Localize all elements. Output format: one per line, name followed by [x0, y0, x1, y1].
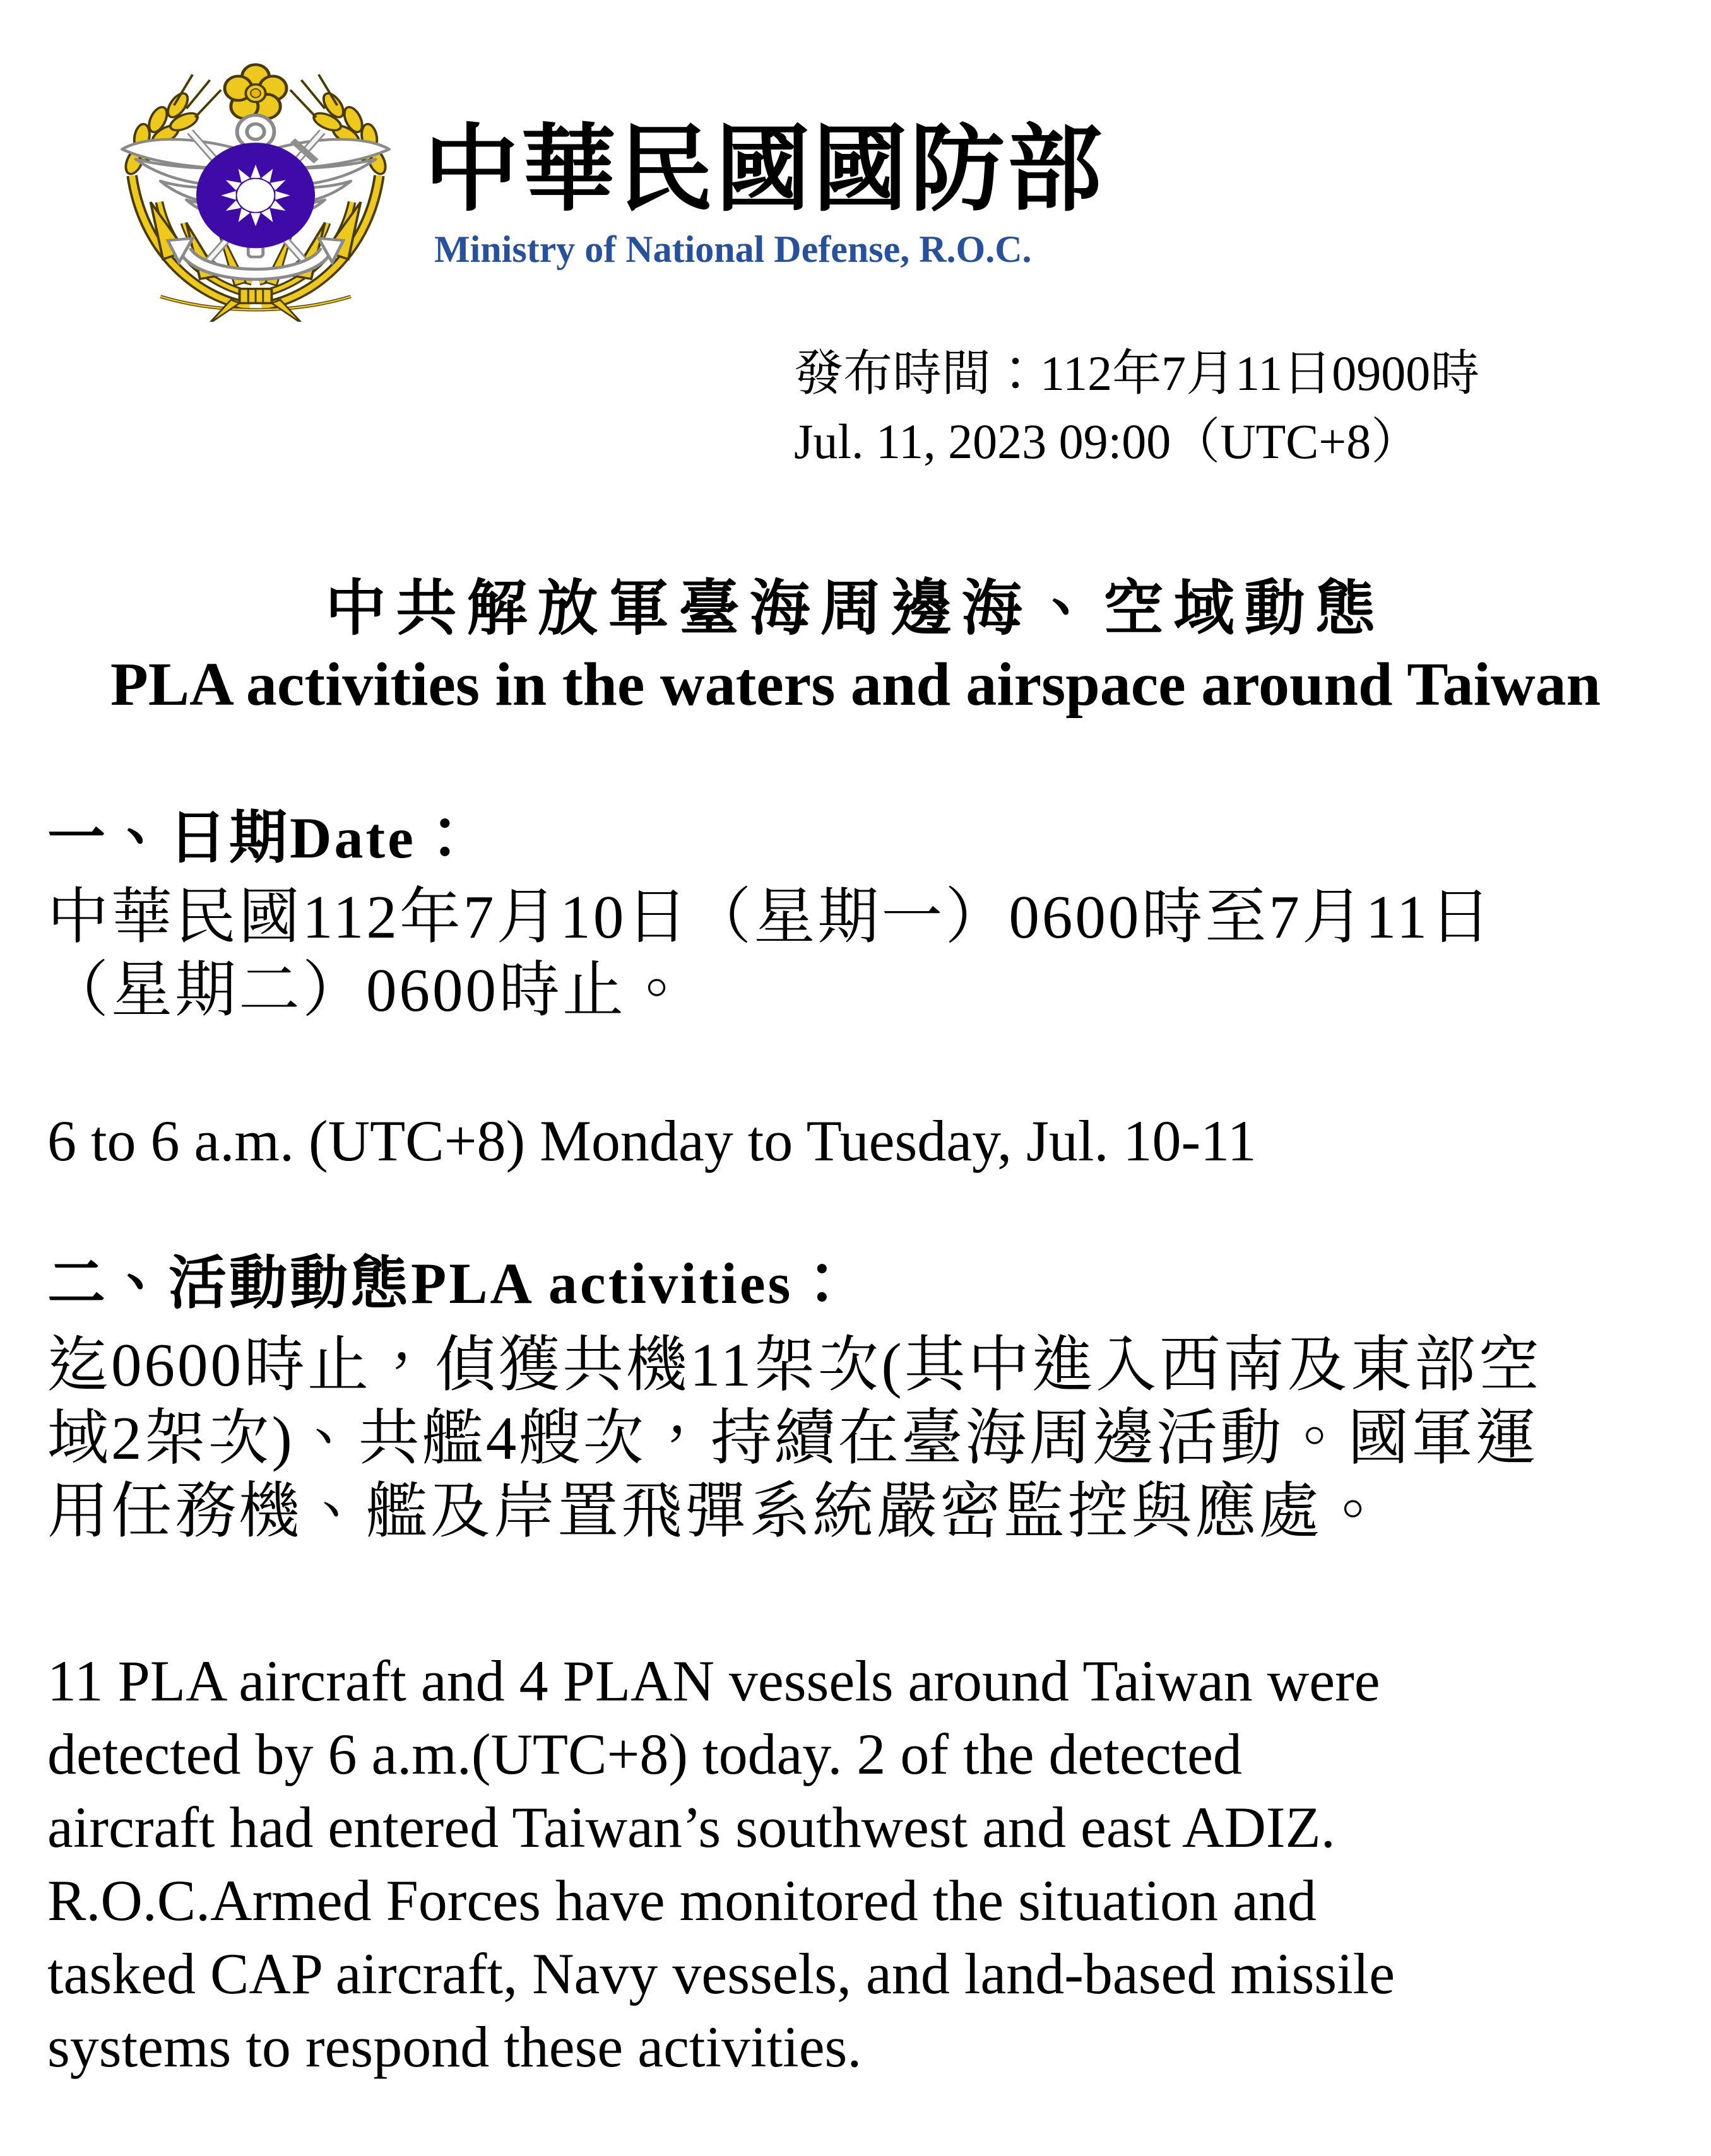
- en-paragraph-line: detected by 6 a.m.(UTC+8) today. 2 of the detected: [47, 1722, 1242, 1786]
- en-paragraph-line: 11 PLA aircraft and 4 PLAN vessels around Taiwan were: [47, 1649, 1380, 1713]
- en-paragraph-line: R.O.C.Armed Forces have monitored the situation and: [47, 1868, 1317, 1933]
- cjk-paragraph-line: （星期二）0600時止。: [47, 957, 690, 1024]
- section-1-cjk-paragraph: [47, 881, 1669, 1027]
- org-title-cjk: 中華民國國防部: [424, 118, 1105, 223]
- plum-blossom-icon: [225, 64, 287, 118]
- section-2-en-paragraph: [47, 1644, 1669, 2083]
- section-1-en-paragraph: [47, 1104, 1669, 1177]
- en-paragraph-line: tasked CAP aircraft, Navy vessels, and land-based missile: [47, 1941, 1395, 2006]
- section-2-heading: 二、活動動態PLA activities：: [47, 1251, 854, 1316]
- release-time: [794, 339, 1479, 476]
- doc-title-cjk: 中共解放軍臺海周邊海、空域動態: [325, 575, 1386, 642]
- cjk-paragraph-line: 用任務機、艦及岸置飛彈系統嚴密監控與應處。: [47, 1478, 1386, 1545]
- cjk-paragraph-line: 域2架次)、共艦4艘次，持續在臺海周邊活動。國軍運: [47, 1405, 1539, 1472]
- en-paragraph-line: systems to respond these activities.: [47, 2015, 862, 2079]
- org-subtitle-en: Ministry of National Defense, R.O.C.: [434, 228, 1032, 270]
- cjk-paragraph-line: 迄0600時止，偵獲共機11架次(其中進入西南及東部空: [47, 1331, 1542, 1399]
- en-paragraph-line: aircraft had entered Taiwan’s southwest and east ADIZ.: [47, 1795, 1335, 1859]
- en-paragraph-line: 6 to 6 a.m. (UTC+8) Monday to Tuesday, Jul. 10-11: [47, 1109, 1257, 1173]
- mnd-emblem-logo: [107, 58, 404, 322]
- sun-disc-icon: [196, 143, 315, 248]
- doc-title-en: PLA activities in the waters and airspace around Taiwan: [110, 651, 1601, 719]
- release-time-cjk: 發布時間：112年7月11日0900時: [794, 346, 1480, 401]
- cjk-paragraph-line: 中華民國112年7月10日（星期一）0600時至7月11日: [47, 883, 1494, 951]
- section-2-cjk-paragraph: [47, 1329, 1669, 1548]
- release-time-en: Jul. 11, 2023 09:00（UTC+8）: [794, 414, 1421, 469]
- section-1-heading: 一、日期Date：: [47, 806, 477, 870]
